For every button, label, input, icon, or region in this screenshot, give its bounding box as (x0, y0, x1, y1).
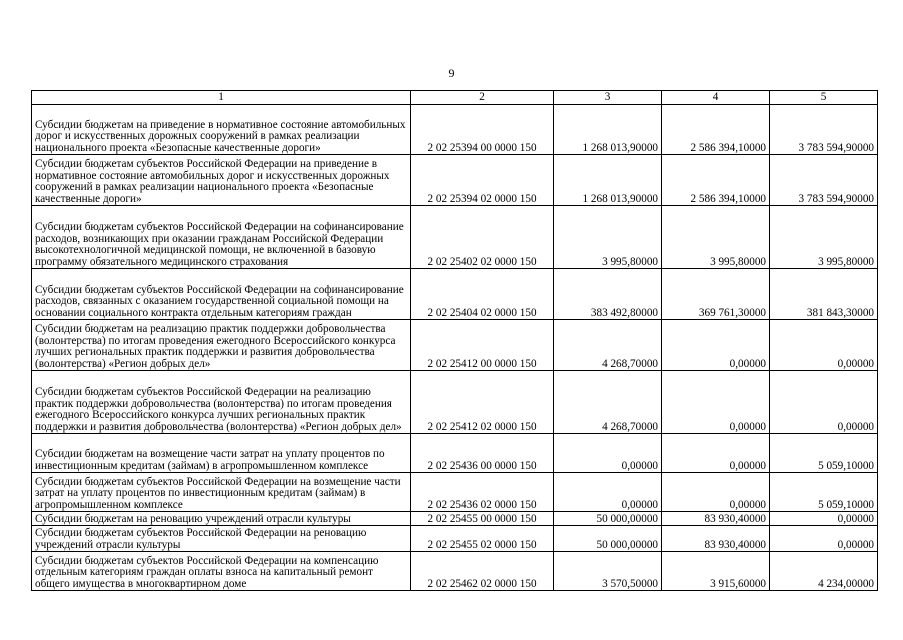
row-code: 2 02 25394 00 0000 150 (411, 105, 554, 155)
row-description: Субсидии бюджетам субъектов Российской Федерации на возмещение части затрат на уплату процентов по инвестиционным кредитам (займам) в агропромышленном комплексе (32, 473, 411, 512)
column-header-2: 2 (411, 91, 554, 105)
row-value-3: 4 268,70000 (554, 320, 662, 371)
table-row (32, 526, 878, 552)
row-description: Субсидии бюджетам субъектов Российской Федерации на софинансирование расходов, связанных с оказанием государственной социальной помощи на основании социального контракта отдельным категориям граждан (32, 269, 411, 320)
row-value-5: 381 843,30000 (770, 269, 878, 320)
row-code: 2 02 25455 02 0000 150 (411, 526, 554, 552)
row-code: 2 02 25462 02 0000 150 (411, 552, 554, 591)
row-value-5: 0,00000 (770, 526, 878, 552)
row-value-4: 369 761,30000 (662, 269, 770, 320)
row-value-3: 0,00000 (554, 434, 662, 473)
row-value-3: 383 492,80000 (554, 269, 662, 320)
row-value-4: 2 586 394,10000 (662, 105, 770, 155)
row-value-5: 0,00000 (770, 371, 878, 434)
row-description: Субсидии бюджетам на приведение в нормативное состояние автомобильных дорог и искусственных дорожных сооружений в рамках реализации национального проекта «Безопасные качественные дороги» (32, 105, 411, 155)
row-description: Субсидии бюджетам субъектов Российской Федерации на приведение в нормативное состояние автомобильных дорог и искусственных дорожных сооружений в рамках реализации национального проекта «Безопасные качественные дороги» (32, 155, 411, 206)
row-description: Субсидии бюджетам субъектов Российской Федерации на реновацию учреждений отрасли культуры (32, 526, 411, 552)
row-value-5: 5 059,10000 (770, 473, 878, 512)
table-row (32, 473, 878, 512)
row-value-3: 3 570,50000 (554, 552, 662, 591)
row-value-5: 4 234,00000 (770, 552, 878, 591)
row-code: 2 02 25394 02 0000 150 (411, 155, 554, 206)
row-code: 2 02 25412 02 0000 150 (411, 371, 554, 434)
row-description: Субсидии бюджетам субъектов Российской Федерации на софинансирование расходов, возникающих при оказании гражданам Российской Федерации высокотехнологичной медицинской помощи, не включенной в базовую программу обязательного медицинского страхования (32, 206, 411, 269)
table-row (32, 155, 878, 206)
row-value-4: 0,00000 (662, 371, 770, 434)
column-header-5: 5 (770, 91, 878, 105)
row-value-4: 3 995,80000 (662, 206, 770, 269)
table-row (32, 206, 878, 269)
table-row (32, 269, 878, 320)
row-value-3: 0,00000 (554, 473, 662, 512)
row-value-4: 0,00000 (662, 473, 770, 512)
row-value-3: 1 268 013,90000 (554, 105, 662, 155)
page-number: 9 (448, 66, 455, 80)
row-value-5: 0,00000 (770, 320, 878, 371)
row-code: 2 02 25404 02 0000 150 (411, 269, 554, 320)
row-code: 2 02 25436 02 0000 150 (411, 473, 554, 512)
row-value-5: 3 783 594,90000 (770, 155, 878, 206)
row-description: Субсидии бюджетам на реновацию учреждений отрасли культуры (32, 512, 411, 526)
table-header-row (32, 91, 878, 105)
row-description: Субсидии бюджетам на возмещение части затрат на уплату процентов по инвестиционным кредитам (займам) в агропромышленном комплексе (32, 434, 411, 473)
row-value-5: 0,00000 (770, 512, 878, 526)
row-value-4: 83 930,40000 (662, 512, 770, 526)
row-value-4: 2 586 394,10000 (662, 155, 770, 206)
row-value-4: 83 930,40000 (662, 526, 770, 552)
row-value-5: 5 059,10000 (770, 434, 878, 473)
column-header-1: 1 (32, 91, 411, 105)
column-header-3: 3 (554, 91, 662, 105)
row-value-3: 4 268,70000 (554, 371, 662, 434)
budget-table (31, 90, 878, 591)
row-value-3: 1 268 013,90000 (554, 155, 662, 206)
table-row (32, 320, 878, 371)
row-value-3: 50 000,00000 (554, 526, 662, 552)
row-code: 2 02 25412 00 0000 150 (411, 320, 554, 371)
row-code: 2 02 25402 02 0000 150 (411, 206, 554, 269)
row-code: 2 02 25436 00 0000 150 (411, 434, 554, 473)
row-value-3: 50 000,00000 (554, 512, 662, 526)
column-header-4: 4 (662, 91, 770, 105)
row-description: Субсидии бюджетам субъектов Российской Федерации на компенсацию отдельным категориям граждан оплаты взноса на капитальный ремонт общего имущества в многоквартирном доме (32, 552, 411, 591)
table-row (32, 371, 878, 434)
row-value-3: 3 995,80000 (554, 206, 662, 269)
table-row (32, 434, 878, 473)
row-value-4: 0,00000 (662, 320, 770, 371)
table-row (32, 552, 878, 591)
row-value-4: 0,00000 (662, 434, 770, 473)
row-value-5: 3 783 594,90000 (770, 105, 878, 155)
row-description: Субсидии бюджетам на реализацию практик поддержки добровольчества (волонтерства) по итогам проведения ежегодного Всероссийского конкурса лучших региональных практик поддержки и развития добровольчества (волонтерства) «Регион добрых дел» (32, 320, 411, 371)
row-code: 2 02 25455 00 0000 150 (411, 512, 554, 526)
row-value-5: 3 995,80000 (770, 206, 878, 269)
table-row (32, 512, 878, 526)
table-row (32, 105, 878, 155)
row-value-4: 3 915,60000 (662, 552, 770, 591)
row-description: Субсидии бюджетам субъектов Российской Федерации на реализацию практик поддержки добровольчества (волонтерства) по итогам проведения ежегодного Всероссийского конкурса лучших региональных практик поддержки и развития добровольчества (волонтерства) «Регион добрых дел» (32, 371, 411, 434)
